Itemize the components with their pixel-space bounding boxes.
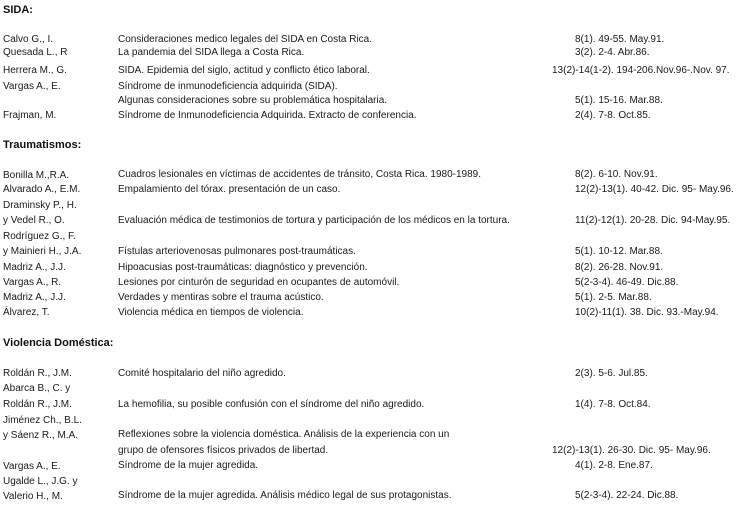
author: Vargas A., E. (3, 81, 61, 92)
article-title: Violencia médica en tiempos de violencia. (118, 307, 304, 318)
author: Abarca B., C. y (3, 383, 71, 394)
author: Ugalde L., J.G. y (3, 476, 78, 487)
author: y Vedel R., O. (3, 215, 65, 226)
author: Bonilla M.,R.A. (3, 170, 70, 181)
article-title: Hipoacusias post-traumáticas: diagnóstico y prevención. (118, 262, 368, 273)
section-heading-sida: SIDA: (3, 4, 33, 16)
citation: 13(2)-14(1-2). 194-206.Nov.96-.Nov. 97. (552, 65, 730, 76)
article-title: Reflexiones sobre la violencia doméstica. Análisis de la experiencia con un (118, 429, 450, 440)
author: Rodríguez G., F. (3, 231, 76, 242)
citation: 8(2). 26-28. Nov.91. (575, 262, 664, 273)
citation: 5(1). 2-5. Mar.88. (575, 292, 652, 303)
citation: 3(2). 2-4. Abr.86. (575, 47, 650, 58)
citation: 5(2-3-4). 46-49. Dic.88. (575, 277, 679, 288)
article-title: Cuadros lesionales en víctimas de accidentes de tránsito, Costa Rica. 1980-1989. (118, 169, 481, 180)
author: Frajman, M. (3, 110, 57, 121)
article-title: Verdades y mentiras sobre el trauma acústico. (118, 292, 324, 303)
author: y Mainieri H., J.A. (3, 246, 82, 257)
author: Roldán R., J.M. (3, 368, 72, 379)
article-title: Fístulas arteriovenosas pulmonares post-traumáticas. (118, 246, 356, 257)
article-title: SIDA. Epidemia del siglo, actitud y conflicto ético laboral. (118, 65, 370, 76)
citation: 2(3). 5-6. Jul.85. (575, 368, 648, 379)
article-title: Síndrome de la mujer agredida. (118, 460, 259, 471)
article-title: Síndrome de la mujer agredida. Análisis médico legal de sus protagonistas. (118, 490, 452, 501)
article-title: La pandemia del SIDA llega a Costa Rica. (118, 47, 305, 58)
article-title: Evaluación médica de testimonios de tortura y participación de los médicos en la tortura. (118, 215, 510, 226)
article-title: Síndrome de inmunodeficiencia adquirida (SIDA). (118, 81, 338, 92)
citation: 5(2-3-4). 22-24. Dic.88. (575, 490, 679, 501)
author: Madriz A., J.J. (3, 292, 66, 303)
citation: 4(1). 2-8. Ene.87. (575, 460, 653, 471)
citation: 12(2)-13(1). 40-42. Dic. 95- May.96. (575, 184, 734, 195)
author: Alvarado A., E.M. (3, 184, 81, 195)
author: Draminsky P., H. (3, 200, 77, 211)
article-title: Síndrome de Inmunodeficiencia Adquirida. Extracto de conferencia. (118, 110, 417, 121)
article-title: Comité hospitalario del niño agredido. (118, 368, 286, 379)
author: Álvarez, T. (3, 307, 50, 318)
article-title: La hemofilia, su posible confusión con el síndrome del niño agredido. (118, 399, 425, 410)
article-title: Algunas consideraciones sobre su problemática hospitalaria. (118, 95, 388, 106)
section-heading-traumatismos: Traumatismos: (3, 139, 82, 151)
citation: 5(1). 10-12. Mar.88. (575, 246, 663, 257)
author: Vargas A., E. (3, 461, 61, 472)
author: Quesada L., R (3, 47, 68, 58)
article-title: grupo de ofensores físicos privados de libertad. (118, 445, 329, 456)
citation: 8(1). 49-55. May.91. (575, 34, 665, 45)
citation: 2(4). 7-8. Oct.85. (575, 110, 651, 121)
article-title: Lesiones por cinturón de seguridad en ocupantes de automóvil. (118, 277, 400, 288)
citation: 1(4). 7-8. Oct.84. (575, 399, 651, 410)
citation: 8(2). 6-10. Nov.91. (575, 169, 658, 180)
article-title: Empalamiento del tórax. presentación de un caso. (118, 184, 341, 195)
section-heading-violencia-domestica: Violencia Doméstica: (3, 337, 114, 349)
citation: 12(2)-13(1). 26-30. Dic. 95- May.96. (552, 445, 711, 456)
author: Valerio H., M. (3, 491, 63, 502)
citation: 10(2)-11(1). 38. Dic. 93.-May.94. (575, 307, 719, 318)
citation: 11(2)-12(1). 20-28. Dic. 94-May.95. (575, 215, 731, 226)
author: y Sáenz R., M.A. (3, 430, 79, 441)
citation: 5(1). 15-16. Mar.88. (575, 95, 663, 106)
author: Herrera M., G. (3, 65, 67, 76)
author: Jiménez Ch., B.L. (3, 415, 82, 426)
author: Vargas A., R. (3, 277, 62, 288)
author: Madriz A., J.J. (3, 262, 66, 273)
author: Calvo G., I. (3, 34, 54, 45)
article-title: Consideraciones medico legales del SIDA en Costa Rica. (118, 34, 373, 45)
author: Roldán R., J.M. (3, 399, 72, 410)
